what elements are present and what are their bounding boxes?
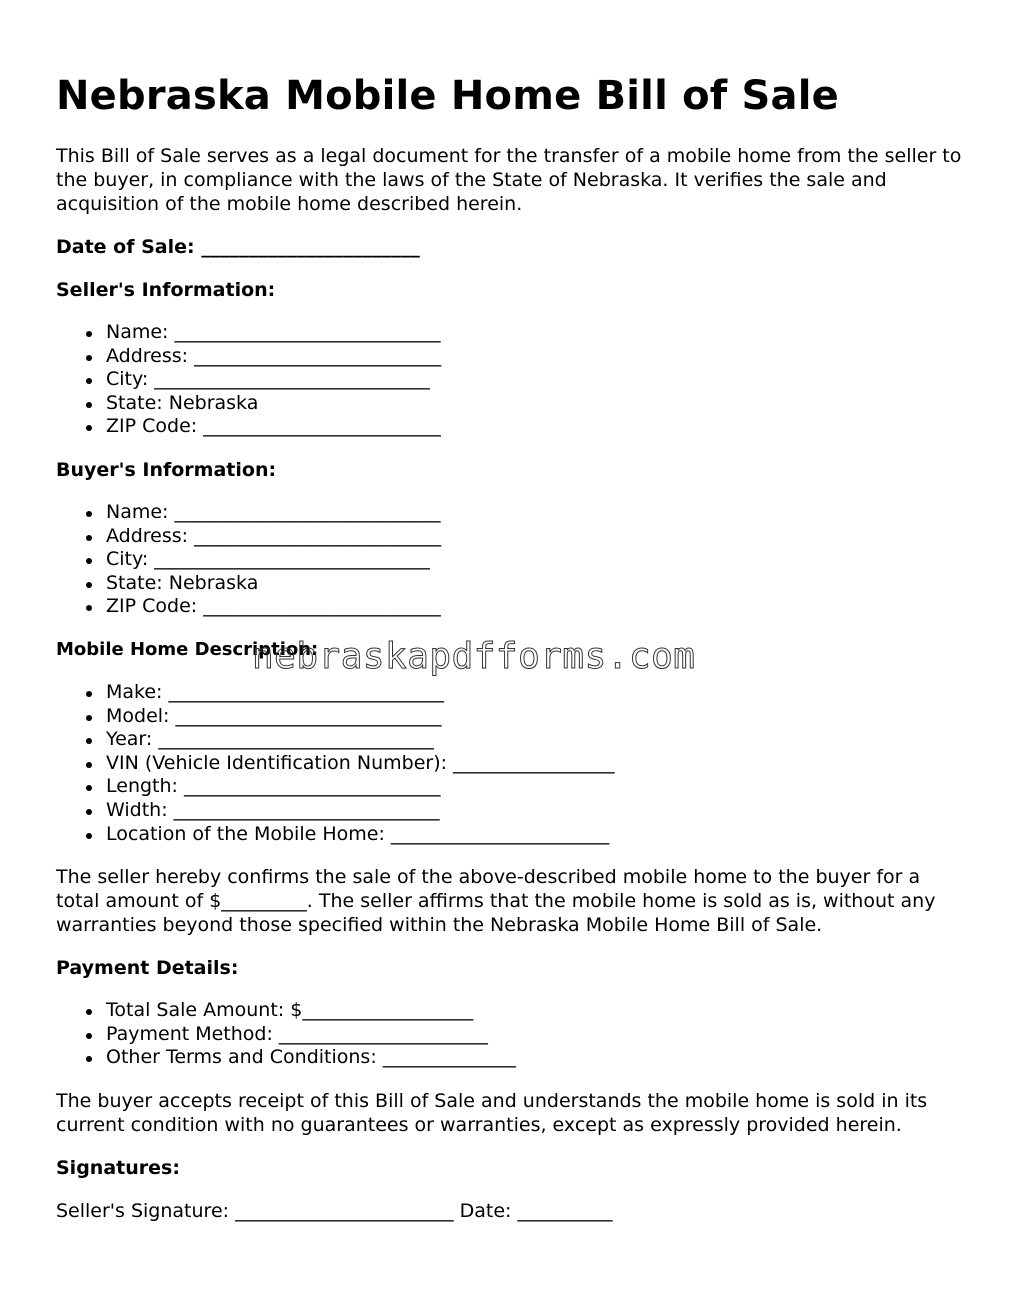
- date-of-sale-line: Date of Sale: _______________________: [56, 236, 420, 258]
- list-item: Year: _____________________________: [106, 728, 966, 752]
- payment-details-list: [56, 999, 966, 1070]
- buyer-info-list: [56, 501, 966, 619]
- list-item: Payment Method: ______________________: [106, 1023, 966, 1047]
- list-item: City: _____________________________: [106, 368, 966, 392]
- acceptance-paragraph: The buyer accepts receipt of this Bill of Sale and understands the mobile home is sold in its current condition with no guarantees or warranties, except as expressly provided herein.: [56, 1089, 928, 1136]
- home-description-heading: Mobile Home Description:: [56, 638, 319, 660]
- page-title: Nebraska Mobile Home Bill of Sale: [56, 73, 839, 119]
- buyer-heading: Buyer's Information:: [56, 458, 277, 481]
- document-page: [56, 0, 966, 1223]
- list-item: Length: ___________________________: [106, 775, 966, 799]
- signatures-heading: Signatures:: [56, 1156, 180, 1179]
- home-description-list: [56, 681, 966, 846]
- list-item: Name: ____________________________: [106, 501, 966, 525]
- list-item: Other Terms and Conditions: ______________: [106, 1046, 966, 1070]
- list-item: Total Sale Amount: $__________________: [106, 999, 966, 1023]
- seller-heading: Seller's Information:: [56, 279, 276, 301]
- list-item: City: _____________________________: [106, 548, 966, 572]
- list-item: State: Nebraska: [106, 572, 966, 596]
- list-item: ZIP Code: _________________________: [106, 595, 966, 619]
- list-item: Width: ____________________________: [106, 799, 966, 823]
- list-item: Name: ____________________________: [106, 321, 966, 345]
- list-item: Make: _____________________________: [106, 681, 966, 705]
- seller-info-list: [56, 321, 966, 439]
- confirmation-paragraph: The seller hereby confirms the sale of the above-described mobile home to the buyer for a total amount of $_________. The seller affirms that the mobile home is sold as is, without any warranties beyond those specified within the Nebraska Mobile Home Bill of Sale.: [56, 866, 936, 937]
- intro-paragraph: This Bill of Sale serves as a legal document for the transfer of a mobile home from the seller to the buyer, in compliance with the laws of the State of Nebraska. It verifies the sale and acquisition of the mobile home described herein.: [56, 145, 962, 215]
- seller-signature-line: Seller's Signature: _______________________ Date: __________: [56, 1199, 613, 1222]
- list-item: Model: ____________________________: [106, 705, 966, 729]
- payment-heading: Payment Details:: [56, 957, 239, 980]
- watermark-text: nebraskapdfforms.com: [252, 636, 696, 677]
- list-item: Address: __________________________: [106, 525, 966, 549]
- list-item: State: Nebraska: [106, 392, 966, 416]
- list-item: Location of the Mobile Home: _______________________: [106, 823, 966, 847]
- list-item: VIN (Vehicle Identification Number): _________________: [106, 752, 966, 776]
- list-item: ZIP Code: _________________________: [106, 415, 966, 439]
- list-item: Address: __________________________: [106, 345, 966, 369]
